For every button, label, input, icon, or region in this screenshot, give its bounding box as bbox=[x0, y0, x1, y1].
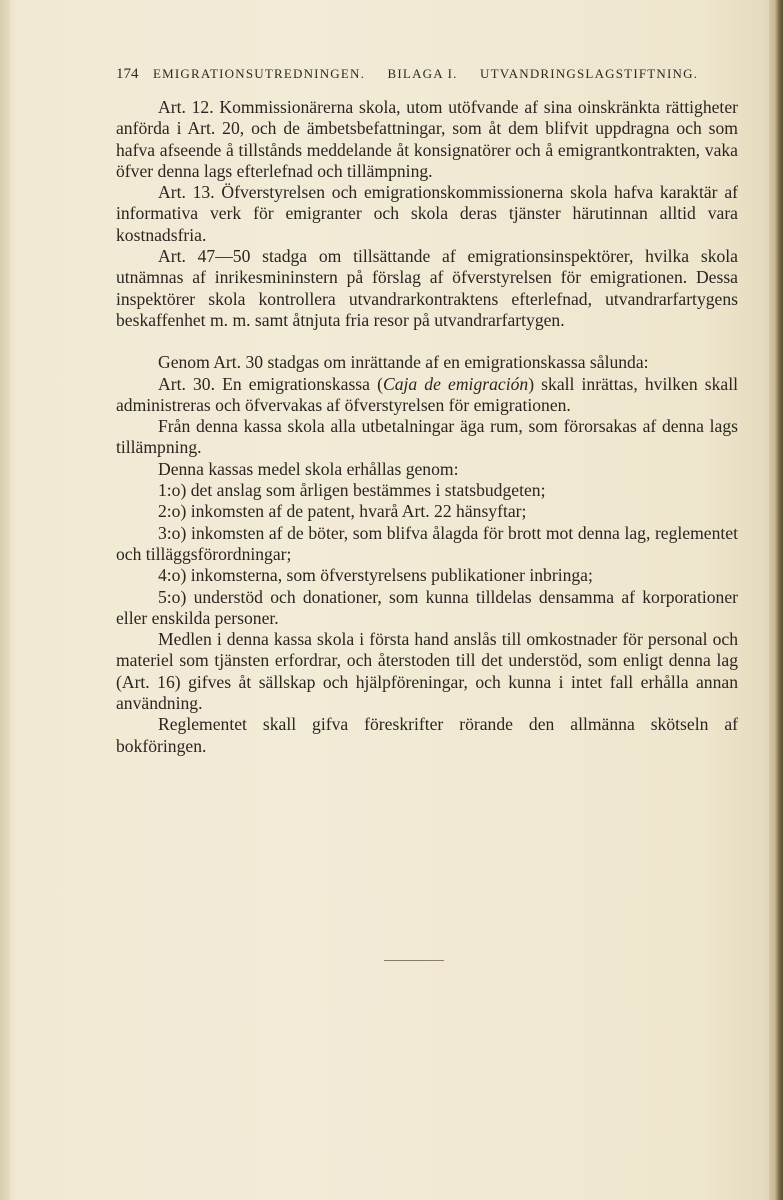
list-item-3: 3:o) inkomsten af de böter, som blifva ålagda för brott mot denna lag, reglementet och tilläggsförordningar; bbox=[116, 522, 738, 564]
art-30-spanish-term: Caja de emigración bbox=[382, 373, 529, 394]
paragraph-art-47-50: Art. 47—50 stadga om tillsättande af emigrationsinspektörer, hvilka skola utnämnas af inrikesmininstern på förslag af öfverstyrelsen för emigrationen. Dessa inspektörer skola kontrollera utvandrarkontraktens efterlefnad, utvandrarfartygens beskaffenhet m. m. samt åtnjuta fria resor på utvandrarfartygen. bbox=[116, 246, 738, 330]
body-text bbox=[116, 97, 738, 757]
art-30-text-start: Art. 30. En emigrationskassa ( bbox=[158, 373, 383, 394]
paragraph-art-30 bbox=[116, 374, 738, 417]
list-item-2: 2:o) inkomsten af de patent, hvarå Art. 22 hänsyftar; bbox=[158, 501, 527, 522]
paragraph-genom-art-30: Genom Art. 30 stadgas om inrättande af en emigrationskassa sålunda: bbox=[158, 352, 649, 373]
list-item-1: 1:o) det anslag som årligen bestämmes i statsbudgeten; bbox=[158, 480, 546, 501]
list-item-4: 4:o) inkomsterna, som öfverstyrelsens publikationer inbringa; bbox=[158, 565, 593, 586]
section-title: UTVANDRINGSLAGSTIFTNING. bbox=[480, 66, 699, 81]
list-item-5: 5:o) understöd och donationer, som kunna tilldelas densamma af korporationer eller enskilda personer. bbox=[116, 586, 738, 628]
paragraph-reglementet: Reglementet skall gifva föreskrifter rörande den allmänna skötseln af bokföringen. bbox=[116, 714, 738, 756]
art-30-text-end: ) skall inrättas, hvilken skall administreras och öfvervakas af öfverstyrelsen för emigrationen. bbox=[116, 373, 738, 415]
paragraph-fran-denna-kassa: Från denna kassa skola alla utbetalningar äga rum, som förorsakas af denna lags tillämpning. bbox=[116, 416, 738, 458]
page-left-edge bbox=[0, 0, 10, 1200]
book-spine-edge bbox=[769, 0, 783, 1200]
paragraph-art-13: Art. 13. Öfverstyrelsen och emigrationskommissionerna skola hafva karaktär af informativa verk för emigranter och skola deras tjänster härutinnan alltid vara kostnadsfria. bbox=[116, 182, 738, 245]
page-number: 174 bbox=[116, 66, 139, 82]
paragraph-art-12: Art. 12. Kommissionärerna skola, utom utöfvande af sina oinskränkta rättigheter anförda i Art. 20, och de ämbetsbefattningar, som åt dem blifvit uppdragna och som hafva afseende å tillstånds meddelande åt konsignatörer och å emigrantkontrakten, vaka öfver denna lags efterlefnad och tillämpning. bbox=[116, 97, 738, 181]
paragraph-medlen: Medlen i denna kassa skola i första hand anslås till omkostnader för personal och materiel som tjänsten erfordrar, och återstoden till det understöd, som enligt denna lag (Art. 16) gifves åt sällskap och hjälpföreningar, och kunna i intet fall erhålla annan användning. bbox=[116, 629, 738, 714]
running-header bbox=[116, 66, 756, 83]
appendix-label: BILAGA I. bbox=[387, 66, 458, 81]
paragraph-kassas-medel: Denna kassas medel skola erhållas genom: bbox=[158, 458, 459, 479]
running-title: EMIGRATIONSUTREDNINGEN. bbox=[152, 66, 366, 81]
end-rule bbox=[384, 960, 444, 961]
